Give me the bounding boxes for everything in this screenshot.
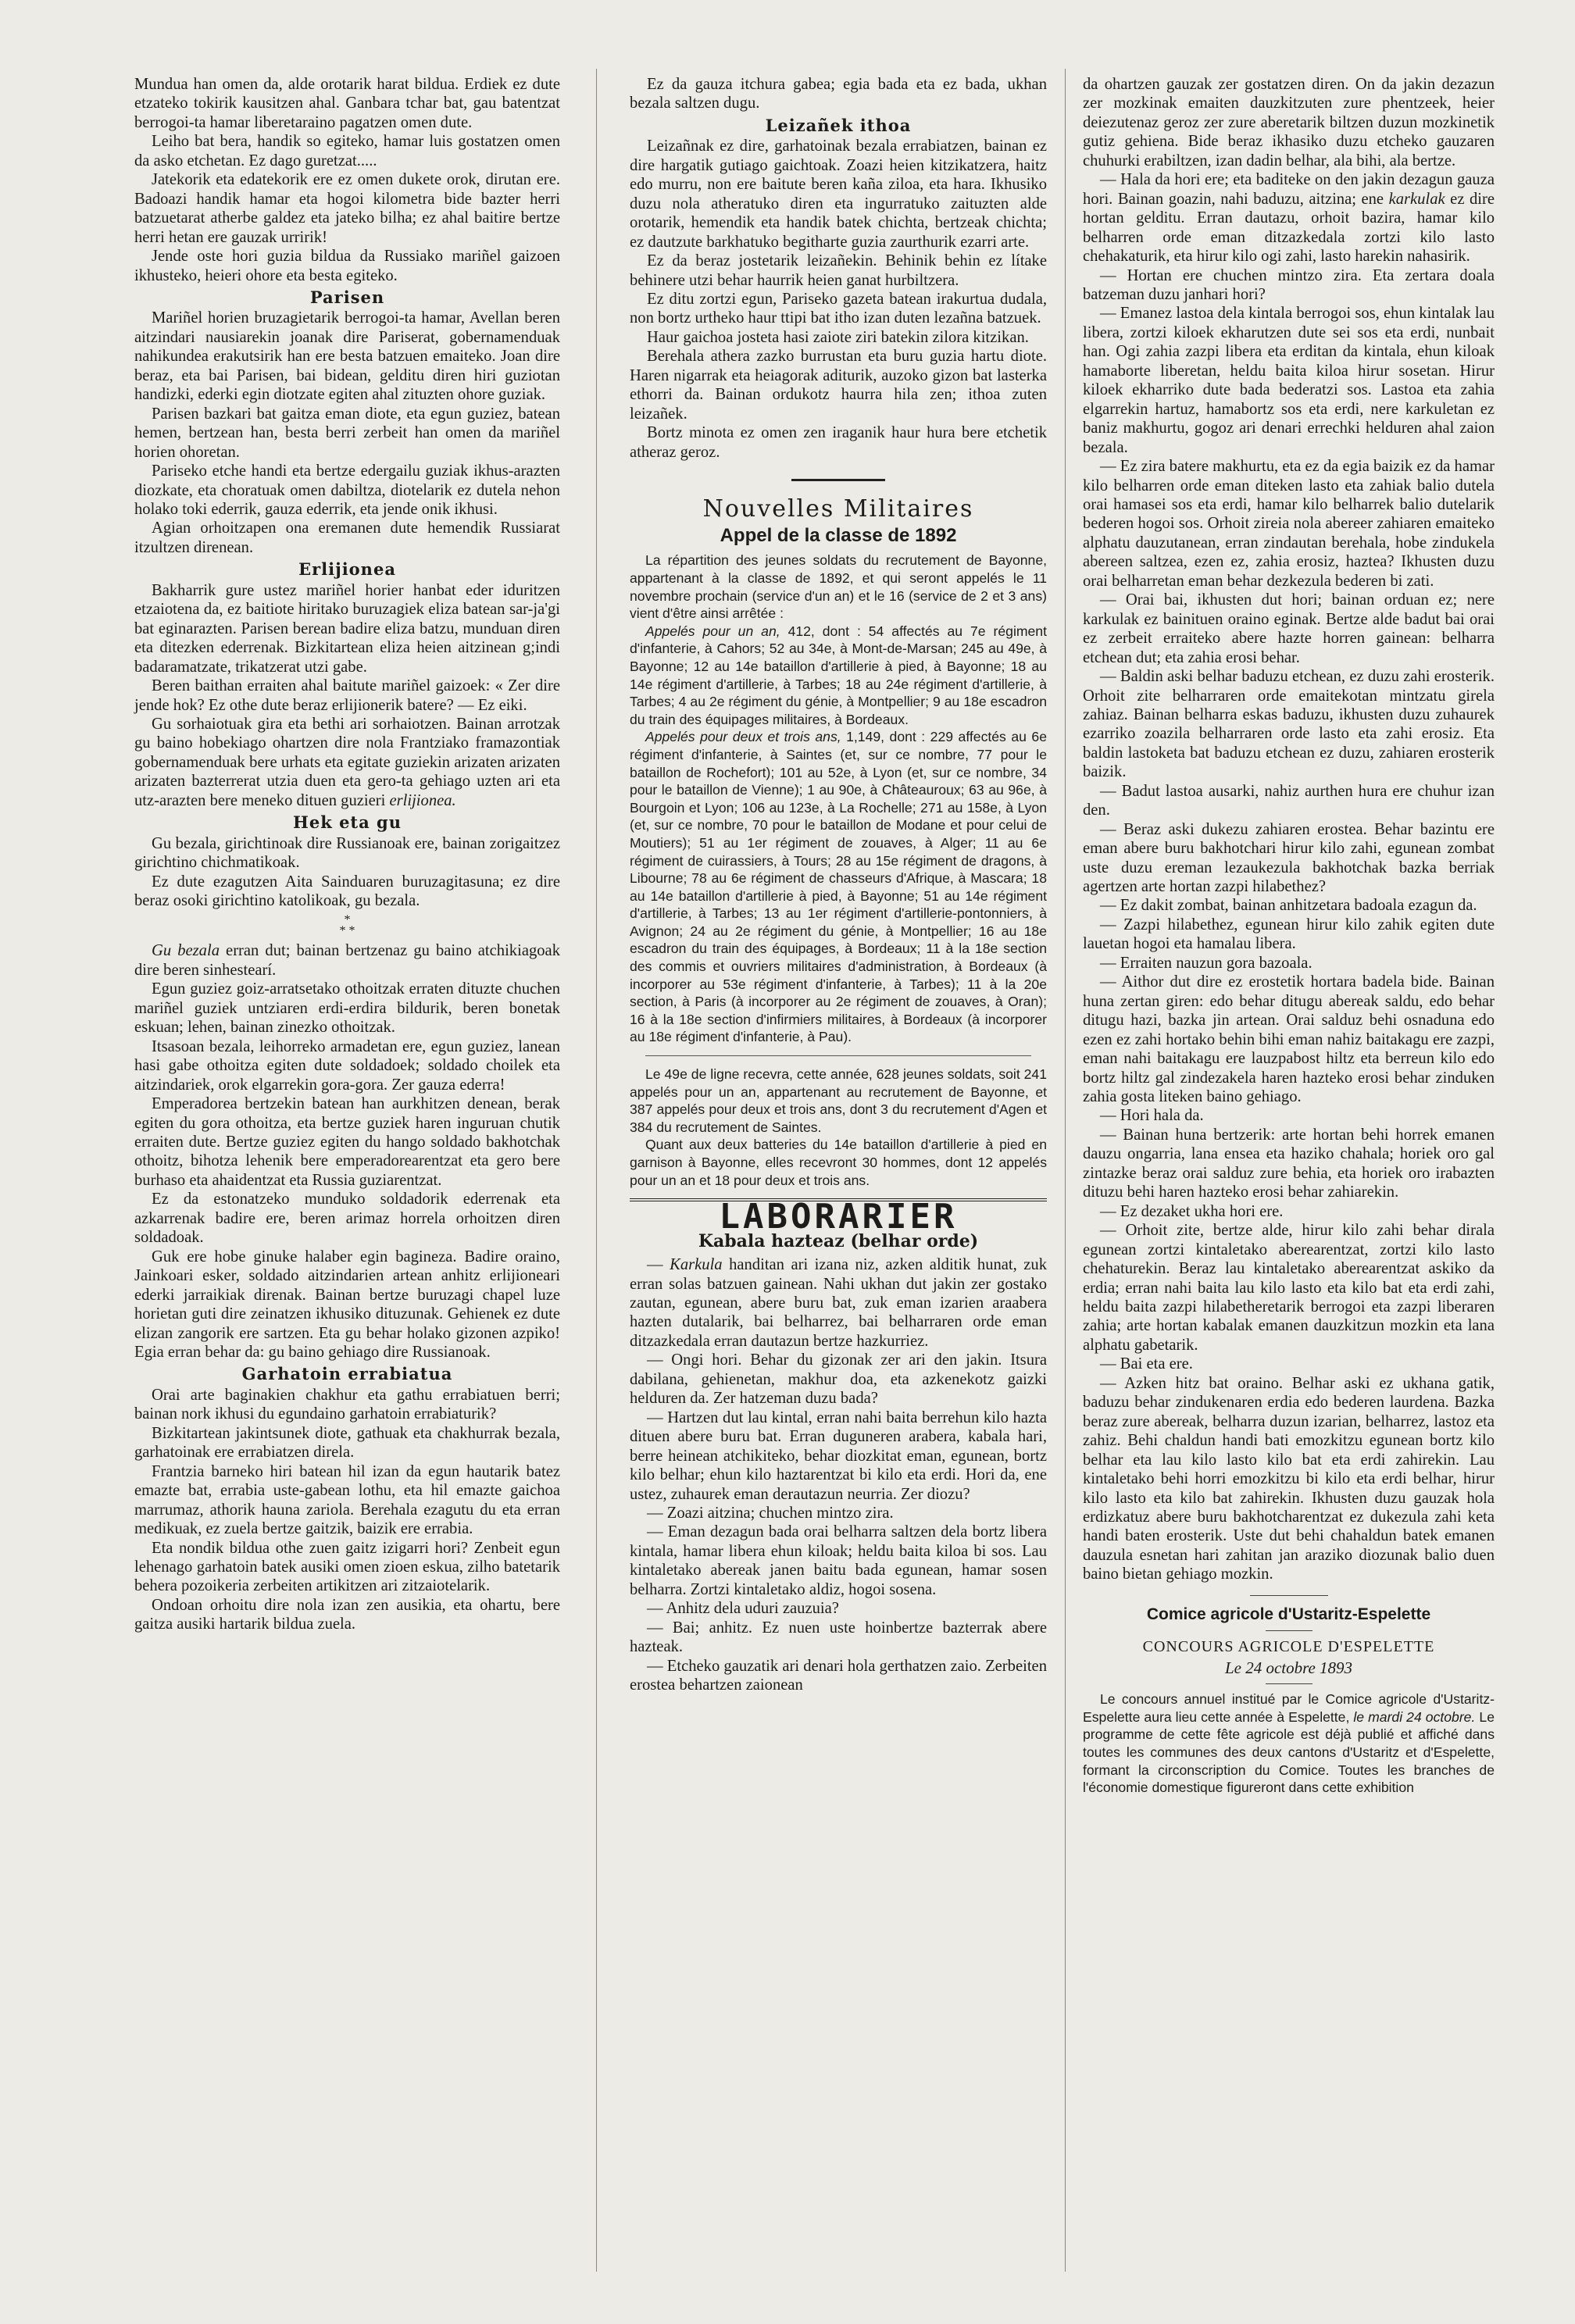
paragraph [630, 728, 1047, 1046]
paragraph: Haur gaichoa josteta hasi zaiote ziri batekin zilora kitzikan. [647, 328, 1029, 346]
paragraph-italic: Appelés pour un an, [645, 623, 780, 639]
paragraph [1083, 170, 1495, 266]
paragraph: Orai arte baginakien chakhur eta gathu errabiatuen berri; bainan nork ikhusi du egundaino garhatoin errabiaturik? [134, 1386, 560, 1423]
paragraph-italic: le mardi 24 octobre. [1353, 1708, 1476, 1725]
paragraph-text: 1,149, dont : 229 affectés au 6e régiment d'infanterie, à Saintes (et, sur ce nombre, 77 pour le bataillon de Rochefort); 101 au 52e, à Lyon (et, sur ce nombre, 34 pour le bataillon de Vienne); 1 au 90e, à Châteauroux; 63 au 96e, à Bourgoin et Lyon; 106 au 123e, à La Rochelle; 271 au 158e, à Lyon (et, sur ce nombre, 70 pour le bataillon de Modane et pour celui de Moutiers); 51 au 1er régiment de zouaves, à Alger; 11 au 6e régiment de cuirassiers, à Tours; 28 au 15e régiment de dragons, à Libourne; 78 au 6e régiment de chasseurs d'Afrique, à Mascara; 18 au 14e bataillon d'artillerie à pied, à Bayonne; 51 au 14e régiment d'artillerie, à Tarbes; 13 au 1er régiment d'artillerie-pontonniers, à Avignon; 24 au 2e régiment du génie, à Montpellier; 16 au 18e escadron du train des équipages, à Bordeaux; 11 à la 18e section des commis et ouvriers militaires d'administration, à Bordeaux (à incorporer au 53e régiment d'infanterie, à Tarbes); 11 à la 20e section, à Paris (à incorporer au 2e régiment de zouaves, à Oran); 16 à la 18e section d'infirmiers militaires, à Bordeaux (à incorporer au 18e régiment d'infanterie, à Pau). [630, 729, 1047, 1045]
paragraph-italic: Appelés pour deux et trois ans, [645, 729, 841, 745]
paragraph: Le 49e de ligne recevra, cette année, 628 jeunes soldats, soit 241 appelés pour un an, appartenant au recrutement de Bayonne, et 387 appelés pour deux et trois ans, dont 3 du recrutement d'Agen et 384 du recrutement de Saintes. [630, 1066, 1047, 1135]
paragraph-text: handitan ari izana niz, azken alditik hunat, zuk erran solas batzuen gainean. Nahi ukhan dut jakin zer gostako zautan, egunean, abere buru bat, zuk eman izarien araabera hazten dutalarik, bai belharrez, bai belharraren orde eman ditzazkedala erran dautazun bertze hazkurriez. [630, 1256, 1048, 1350]
section-subtitle-appel: Appel de la classe de 1892 [720, 524, 957, 546]
paragraph: — Aithor dut dire ez erostetik hortara badela bide. Bainan huna zertan giren: edo behar ditugu abereak saldu, edo behar ditugu hazi, bazka jin artean. Orai salduz behi osnaduna edo ezen ez zahi hortako behin bihi eman nahiz baitakagu ere zazpi, eman nahi baitakagu ere lauzpabost hiltz eta berreun kilo edo bortz hiltz gal zindezakela haren hazteko erosi behar zinduken zahia gosta liteken baino gehiago. [1083, 973, 1495, 1106]
paragraph-text: — [647, 1256, 670, 1274]
paragraph [630, 623, 1047, 729]
paragraph: — Ez zira batere makhurtu, eta ez da egia baizik ez da hamar kilo belharren orde eman diteken lasto eta zahiak balio dutela orai hamasei sos eta erdi, hamar kilo belharrek balio dutelarik bederen hogoi sos. Orhoit zireia nola abereer zahiaren emaiteko alphatu dauzutanean, erran zindautan berehala, hobe zindukela abereen saltzea, ezen ez, zahia erosiz, haztea? Ikhusten duzu orai belharretan eman behar dezkezula bederen bi zati. [1083, 458, 1495, 590]
paragraph-italic: Gu bezala [152, 942, 220, 960]
paragraph: — Eman dezagun bada orai belharra saltzen dela bortz libera kintala, hamar libera ehun kiloak; heldu baita kiloa bi sos. Lau kintaletako abereak janen baitu bada egunean, hamar sosen belharra. Zortzi kintaletako aldiz, hogoi sosena. [630, 1523, 1047, 1598]
paragraph: Frantzia barneko hiri batean hil izan da egun hautarik batez emazte bat, errabia uste-gabean lothu, eta hil emazte gaichoa marrumaz, athorik hauna zariola. Berehala ezagutu du eta erran medikuak, ez zuela bertze gaitzik, baizik ere errabia. [134, 1462, 560, 1538]
paragraph: Gu bezala, girichtinoak dire Russianoak ere, bainan zorigaitzez girichtino chichmatikoak. [134, 834, 560, 872]
column-1 [134, 75, 560, 1634]
ornament-divider [630, 469, 1047, 488]
paragraph-text: ez dire hortan gelditu. Erran dautazu, orhoit bazira, hamar kilo belharren orde eman ditzazkedala zortzi kilo lasto chehakaturik, eta hirur kilo ogi zahi, lasto harekin nahasirik. [1083, 190, 1495, 266]
paragraph-text: Le concours annuel institué par le Comice agricole d'Ustaritz-Espelette aura lieu cette année à Espelette, [1083, 1691, 1495, 1725]
paragraph-text: 412, dont : 54 affectés au 7e régiment d'infanterie, à Cahors; 52 au 34e, à Mont-de-Marsan; 245 au 49e, à Bayonne; 12 au 14e bataillon d'artillerie à pied, à Bayonne; 18 au 14e régiment d'artillerie, à Tarbes; 18 au 24e régiment d'artillerie, à Tarbes; 4 au 2e régiment du génie, à Montpellier; 9 au 18e escadron du train des équipages militaires, à Bordeaux. [630, 623, 1047, 727]
section-title-comice: Comice agricole d'Ustaritz-Espelette [1146, 1605, 1431, 1623]
paragraph: — Beraz aski dukezu zahiaren erostea. Behar bazintu ere eman abere buru bakhotchari hirur kilo zahi, egunean zombat uste duzu ereman lezaukezula bakhotchak bazka berriak agertzen arte hortan zazpi hilabethez? [1083, 820, 1495, 896]
paragraph-italic: erlijionea. [389, 791, 456, 809]
paragraph-text: Gu sorhaiotuak gira eta bethi ari sorhaiotzen. Bainan arrotzak gu baino hobekiago ohartzen dire nola Frantziako framazontiak gobernamenduak bere urhats eta egitate guziekin arizaten arizaten arizaten bazterrerat utzia duen eta gero-ta gehiago uzten ari eta utz-arazten bere meneko dituen guzieri [134, 715, 560, 809]
paragraph: — Azken hitz bat oraino. Belhar aski ez ukhana gatik, baduzu behar zindukenaren erdia edo bederen laurdena. Bazka beraz zure abereak, belharra duzun izarian, belharrez, lastoz eta zahiz. Behi chaldun handi bati emozkitzu egunean bortz kilo belhar eta lau kilo lasto kilo bat eta erdi zahirekin. Lau kintaletako behi horri emozkitzu bi kilo eta erdi belhar, hirur kilo lasto eta kilo bat zahirekin. Ikhusten duzu gauzak hola erdizkatuz abere buru bakhotcharentzat ez dukezula zahi keta handi baten erosterik. Uste dut behi chahaldun batek emanen dauzula esnetan hari zahitan jan araziko diozunak balio duen baino bietan gehiago mozkin. [1083, 1374, 1495, 1583]
paragraph: — Baldin aski belhar baduzu etchean, ez duzu zahi erosterik. Orhoit zite belharraren orde emaitekotan mintzatu girela zahiaz. Bainan belharra eskas baduzu, ikhusten duzu zuhaurek ezarriko zoazila belharraren orde lasto eta zahi erosiz. Eta baldin lastoketa bat baduzu etchean ez duzu, zahiaren erosterik baizik. [1083, 668, 1495, 781]
asterism-separator: * * * [339, 913, 355, 938]
paragraph: Bortz minota ez omen zen iraganik haur hura bere etchetik atheraz geroz. [630, 424, 1047, 461]
paragraph: Ez ditu zortzi egun, Pariseko gazeta batean irakurtua dudala, non bortz urtheko haur ttipi bat itho izan duten lezañna batzuek. [630, 290, 1047, 327]
paragraph: Quant aux deux batteries du 14e bataillon d'artillerie à pied en garnison à Bayonne, elles recevront 30 hommes, dont 12 appelés pour un an et 18 pour deux et trois ans. [630, 1137, 1047, 1188]
section-subtitle-kabala: Kabala hazteaz (belhar orde) [698, 1230, 979, 1251]
divider [1266, 1683, 1312, 1684]
paragraph: — Emanez lastoa dela kintala berrogoi sos, ehun kintalak lau libera, zortzi kiloek ekharutzen dute sei sos eta erdi, nunbait han. Ogi zahia zazpi libera eta erditan da kintala, ehun kiloak hamaborte liberetan, heldu baita kiloa hirur sosetan. Hirur kiloek ekharriko dute bada bederatzi sos. Lastoa eta zahia elgarrekin hartuz, hamabortz sos eta erdi, nere karkuletan ez baniz makhurtu, gogoz ari denari errechki helduren ahal zaion bezala. [1083, 305, 1495, 456]
paragraph: Bakharrik gure ustez mariñel horier hanbat eder iduritzen etzaiotena da, ez baitiote hiritako buruzagiek eliza batean sar-ja'gi bat eginarazten. Parisen berean badire eliza batzu, munduan diren eta ditezken ederrenak. Bizkitartean eliza heien aitzinean g;indi badaramatzate, trikatzerat utzi gabe. [134, 581, 560, 676]
paragraph: Beren baithan erraiten ahal baitute mariñel gaizoek: « Zer dire jende hok? Ez othe dute beraz erlijionerik batere? — Ez eiki. [134, 677, 560, 714]
paragraph: Ez da estonatzeko munduko soldadorik ederrenak eta azkarrenak badire ere, beren arimaz horrela orhoitzen diren soldadoak. [134, 1191, 560, 1247]
paragraph: Parisen bazkari bat gaitza eman diote, eta egun guziez, batean hemen, bertzean han, besta berri zerbeit han omen da mariñel horien ohoretan. [134, 405, 560, 461]
paragraph: — Hortan ere chuchen mintzo zira. Eta zertara doala batzeman duzu janhari hori? [1083, 266, 1495, 303]
section-title-nouvelles-militaires: Nouvelles Militaires [702, 494, 974, 523]
paragraph-italic: Karkula [670, 1256, 723, 1274]
paragraph: — Bai eta ere. [1100, 1355, 1193, 1373]
column-2 [630, 75, 1047, 1695]
column-3 [1083, 75, 1495, 1797]
paragraph: — Hartzen dut lau kintal, erran nahi baita berrehun kilo hazta dituen abere buru bat. Erran duguneren arabera, kabala hari, berre heinean atchikiteko, behar diozkitat eman, egunean, bortz kilo belhar; ehun kilo haztarentzat bi kilo eta erdi. Hori da, ene ustez, zuhaurek eman derautazun neurria. Zer diozu? [630, 1408, 1047, 1503]
section-heading-garhatoin: Garhatoin errabiatua [241, 1364, 453, 1384]
paragraph: — Bai; anhitz. Ez nuen uste hoinbertze bazterrak abere hazteak. [630, 1619, 1047, 1656]
paragraph-text: erran dut; bainan bertzenaz gu baino atchikiagoak dire beren sinhestearí. [134, 942, 560, 979]
paragraph: Emperadorea bertzekin batean han aurkhitzen denean, berak egiten du gora othoitza, eta bertze guziek haren inguruan chutik erraiten dute. Bertze guziez egiten du hango soldado bakhotchak othoitz, bihotza lehenik bere emperadorearentzat eta gero bere burhaso eta ahaidentzat eta Russia guziarentzat. [134, 1095, 560, 1189]
paragraph-text: Le programme de cette fête agricole est déjà publié et affiché dans toutes les communes des deux cantons d'Ustaritz et d'Espelette, formant la circonscription du Comice. Toutes les branches de l'économie domestique figureront dans cette exhibition [1083, 1708, 1495, 1796]
column-rule-left [596, 69, 597, 2272]
paragraph [630, 1255, 1047, 1351]
section-heading-parisen: Parisen [309, 287, 385, 307]
section-heading-hek-eta-gu: Hek eta gu [293, 812, 402, 833]
paragraph: Egun guziez goiz-arratsetako othoitzak erraten dituzte chuchen mariñel guziek untziaren erdi-erdira bildurik, beren bonetak eskuan; lehen, bainan zinezko othoitzak. [134, 980, 560, 1037]
paragraph: Itsasoan bezala, leihorreko armadetan ere, egun guziez, lanean hasi gabe othoitza egiten dute soldadoek; soldado choilek eta aitzindariek, orok elgarrekin gora-gora. Zer gauza ederra! [134, 1037, 560, 1094]
paragraph-italic: karkulak [1388, 190, 1445, 208]
paragraph: — Badut lastoa ausarki, nahiz aurthen hura ere chuhur izan den. [1083, 782, 1495, 819]
paragraph: Ondoan orhoitu dire nola izan zen ausikia, eta ohartu, bere gaitza ausiki hartarik bildua zuela. [134, 1596, 560, 1633]
paragraph: da ohartzen gauzak zer gostatzen diren. On da jakin dezazun zer mozkinak emaiten dauzkitzuten zure phentzeek, heier deiezutenaz geroz zer zure aberetarik biltzen duzun mozkinetik gutiz gehiena. Bide beraz ikhasiko duzu etcheko gauzaren chuhurki erabiltzen, izan dadin belhar, ala bihi, ala bertze. [1083, 76, 1495, 170]
paragraph: Ez dute ezagutzen Aita Sainduaren buruzagitasuna; ez dire beraz osoki girichtino katolikoak, gu bezala. [134, 873, 560, 910]
paragraph: — Zoazi aitzina; chuchen mintzo zira. [647, 1505, 894, 1522]
paragraph: Jatekorik eta edatekorik ere ez omen dukete orok, dirutan ere. Badoazi handik hamar eta hogoi kilometra bide bazter herri batzuetarat atherbe galdez eta jateko bilha; ez ahal baitire bertze herri hetan ere gauzak urririk! [134, 171, 560, 246]
paragraph: Mariñel horien bruzagietarik berrogoi-ta hamar, Avellan beren aitzindari nausiarekin joanak dire Pariserat, gobernamenduak nahikundea erakutsirik han ere besta batzuen emaiteko. Joan dire beraz, eta bai Parisen, bai bidean, gelditu diren hiri guziotan handizki, ederki egin diotzate egiten ahal zituzten ohore guziak. [134, 309, 560, 404]
paragraph [134, 715, 560, 810]
section-heading-erlijionea: Erlijionea [298, 559, 396, 580]
paragraph: — Orhoit zite, bertze alde, hirur kilo zahi behar dirala egunean zortzi kintaletako aberearentzat, zortzi kilo lasto chehaturekin. Beraz lau kintaletako aberearentzat askiko da erdia; erran nahi baita lau kilo lasto eta kilo bat eta erdi zahi, heldu baita zazpi hilabetheretarik berrogoi eta zazpi liberaren zahia; arte hortan kabalak emanen dauzkitzun mozkin eta lana alphatu gabetarik. [1083, 1222, 1495, 1354]
paragraph: Berehala athera zazko burrustan eta buru guzia hartu diote. Haren nigarrak eta heiagorak aditurik, auzoko gizon bat lasterka ethorri da. Bainan ordukotz haurra hila zen; ithoa zuten leizañek. [630, 348, 1047, 423]
paragraph: Ez da beraz jostetarik leizañekin. Behinik behin ez lítake behinere utzi behar haurrik heien ganat hurbiltzera. [630, 252, 1047, 289]
paragraph: — Bainan huna bertzerik: arte hortan behi horrek emanen dauzu ongarria, lana ensea eta haziko chahala; horiek oro gal zintazke beraz orai salduz zure behia, eta horiek oro irabazten dituzu behi haren hazteko erosi behar zahiarekin. [1083, 1126, 1495, 1201]
paragraph: — Etcheko gauzatik ari denari hola gerthatzen zaio. Zerbeiten erostea behartzen zaionean [630, 1657, 1047, 1694]
section-title-laborarier: LABORARIER [630, 1198, 1047, 1226]
paragraph: — Hori hala da. [1100, 1107, 1204, 1125]
paragraph: — Zazpi hilabethez, egunean hirur kilo zahik egiten dute lauetan hogoi eta hamalau libera. [1083, 916, 1495, 953]
paragraph: La répartition des jeunes soldats du recrutement de Bayonne, appartenant à la classe de 1892, et qui seront appelés le 11 novembre prochain (service d'un an) et le 16 (service de 2 et 3 ans) vient d'être ainsi arrêtée : [630, 552, 1047, 622]
paragraph: Eta nondik bildua othe zuen gaitz izigarri hori? Zenbeit egun lehenago garhatoin batek ausiki omen zioen eskua, zilho batetarik behera pozoikeria zerbeiten artikitzen ari zitzaiotelarik. [134, 1539, 560, 1595]
paragraph: Pariseko etche handi eta bertze edergailu guziak ikhus-arazten diozkate, eta choratuak omen dabiltza, diotelarik ez dutela nehon holako toki ederrik, gauza ederrik, eta jende onik ikhusi. [134, 462, 560, 518]
paragraph: Leiho bat bera, handik so egiteko, hamar luis gostatzen omen da asko etchetan. Ez dago guretzat..... [134, 133, 560, 170]
paragraph: Mundua han omen da, alde orotarik harat bildua. Erdiek ez dute etzateko tokirik kausitzen ahal. Ganbara tchar bat, gau batentzat berrogoi-ta hamar liberetaraino pagatzen omen dute. [134, 76, 560, 131]
paragraph: — Orai bai, ikhusten dut hori; bainan orduan ez; nere karkulak ez bainituen oraino eginak. Bertze alde badut bai orai ez zerbeit erraiteko abere hazte horren gainean: belharra etchean dut; eta zahia erosi behar. [1083, 591, 1495, 666]
paragraph: Leizañnak ez dire, garhatoinak bezala errabiatzen, bainan ez dire hargatik gutiago gaichtoak. Zoazi heien kitzikatzera, haitz edo murru, non ere baitute beren kaña ziloa, eta hara. Ikhusiko duzu nola atheratuko diren eta ingurratuko zaituzten alde orotarik, hemendik eta handik batek chichta, bertzeak chichta; ez dautzute barkhatuko begitharte guzia zaurthurik ezarri arte. [630, 137, 1047, 251]
divider [645, 1055, 1031, 1056]
paragraph: — Ez dakit zombat, bainan anhitzetara badoala ezagun da. [1100, 897, 1477, 915]
column-rule-right [1065, 69, 1066, 2272]
paragraph: Jende oste hori guzia bildua da Russiako mariñel gaizoen ikhusteko, heieri ohore eta besta egiteko. [134, 248, 560, 284]
paragraph: — Ez dezaket ukha hori ere. [1100, 1202, 1284, 1220]
divider [1266, 1630, 1312, 1631]
paragraph: — Erraiten nauzun gora bazoala. [1100, 954, 1312, 972]
paragraph-text: — Hala da hori ere; eta baditeke on den jakin dezagun gauza hori. Bainan goazin, nahi baduzu, aitzina; ene [1083, 171, 1495, 208]
paragraph: Ez da gauza itchura gabea; egia bada eta ez bada, ukhan bezala saltzen dugu. [630, 76, 1047, 112]
paragraph: Guk ere hobe ginuke halaber egin bagineza. Badire oraino, Jainkoari esker, soldado aitzindarien artean anhitz erlijioneari ederki jarraikiak direnak. Bainan bertze buruzagi chapel luze horietan guti dire zeinatzen ikhusiko dituzunak. Gehienek ez dute elizan zangorik ere sartzen. Eta gu behar holako gizonen azpiko! Egia erran behar da: gu baino gehiago dire Russianoak. [134, 1248, 560, 1361]
paragraph: Bizkitartean jakintsunek diote, gathuak eta chakhurrak bezala, garhatoinak ere errabiatzen direla. [134, 1424, 560, 1462]
paragraph [1083, 1690, 1495, 1797]
french-article [630, 552, 1047, 1189]
divider [1250, 1595, 1328, 1596]
paragraph: — Anhitz dela uduri zauzuia? [647, 1600, 839, 1618]
paragraph [134, 941, 560, 980]
section-heading-leizafiek: Leizañek ithoa [765, 115, 912, 135]
article-date: Le 24 octobre 1893 [1224, 1658, 1353, 1677]
paragraph: — Ongi hori. Behar du gizonak zer ari den jakin. Itsura dabilana, gehienetan, makhur doa, eta azkenekotz gaizki helduren da. Zer hatzeman duzu bada? [630, 1351, 1047, 1408]
paragraph: Agian orhoitzapen ona eremanen dute hemendik Russiarat itzultzen direnean. [134, 519, 560, 556]
section-subtitle-concours: CONCOURS AGRICOLE D'ESPELETTE [1142, 1638, 1435, 1656]
